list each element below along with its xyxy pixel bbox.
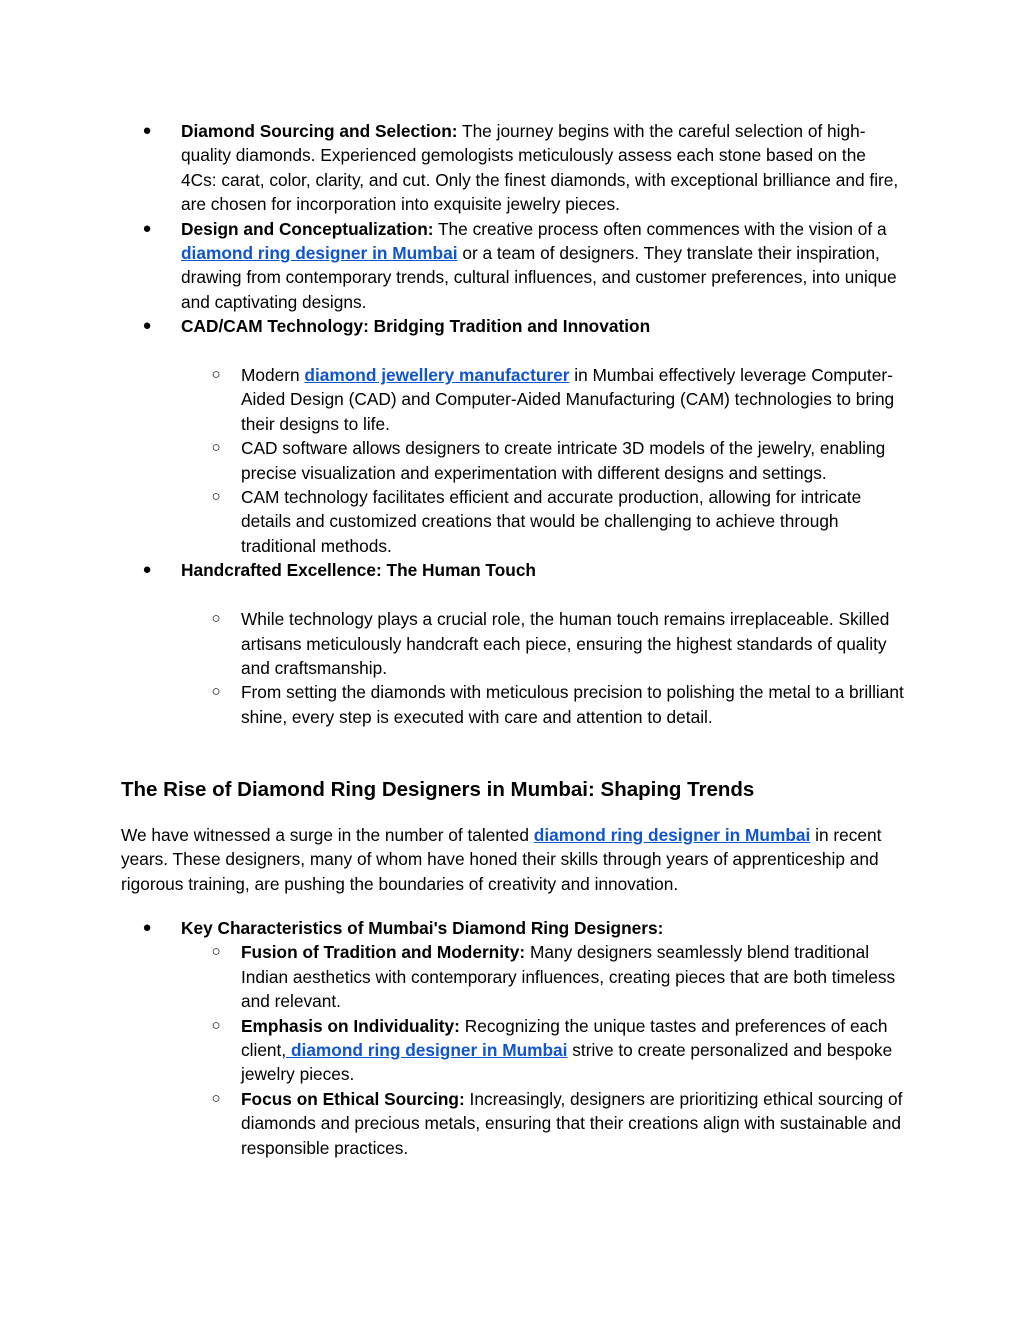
list-item-handcrafted (0, 558, 1024, 582)
sub-item-ethical (0, 1087, 1024, 1160)
bullet-marker: ● (142, 919, 152, 936)
circle-marker: ○ (211, 1089, 221, 1107)
item-text: Many designers seamlessly blend traditional Indian aesthetics with contemporary influences, creating pieces that are both timeless and relevant. (241, 942, 896, 1012)
diamond-ring-designer-link[interactable]: diamond ring designer in Mumbai (533, 825, 811, 845)
section-heading: The Rise of Diamond Ring Designers in Mumbai: Shaping Trends (121, 778, 755, 801)
diamond-jewellery-manufacturer-link[interactable]: diamond jewellery manufacturer (304, 365, 570, 386)
item-text: CAM technology facilitates efficient and accurate production, allowing for intricate details and customized creations that would be challenging to achieve through traditional methods. (241, 487, 862, 556)
list-item-sourcing (0, 119, 1024, 217)
item-text: Increasingly, designers are prioritizing ethical sourcing of diamonds and precious metals, ensuring that their creations align with sustainable and responsible practices. (241, 1088, 903, 1158)
process-list (0, 119, 1024, 729)
sub-item-individuality (0, 1014, 1024, 1087)
item-title: Diamond Sourcing and Selection: (181, 121, 458, 141)
item-title: Design and Conceptualization: (181, 218, 434, 239)
circle-marker: ○ (211, 366, 221, 384)
bullet-marker: ● (142, 219, 152, 237)
item-text: Recognizing the unique tastes and preferences of each client, (241, 1015, 888, 1061)
item-text: Modern (241, 365, 305, 386)
sub-item-fusion (0, 940, 1024, 1013)
paragraph-text: in recent years. These designers, many of whom have honed their skills through years of apprenticeship and rigorous training, are pushing the boundaries of creativity and innovation. (121, 825, 882, 894)
item-title: Emphasis on Individuality: (241, 1015, 460, 1036)
characteristics-list (0, 916, 1024, 1160)
sub-item-cad (0, 436, 1024, 485)
circle-marker: ○ (211, 1016, 221, 1034)
sub-item-polishing (0, 680, 1024, 729)
sub-item-human-touch (0, 607, 1024, 680)
item-text: The creative process often commences with the vision of a (433, 218, 887, 239)
item-title: Focus on Ethical Sourcing: (241, 1088, 465, 1109)
item-text: While technology plays a crucial role, the human touch remains irreplaceable. Skilled artisans meticulously handcraft each piece, ensuring the highest standards of quality and craftsmanship. (241, 609, 890, 678)
diamond-ring-designer-link[interactable]: diamond ring designer in Mumbai (286, 1040, 568, 1061)
bullet-marker: ● (142, 317, 152, 335)
item-text: or a team of designers. They translate their inspiration, drawing from contemporary trends, cultural influences, and customer preferences, into unique and captivating designs. (181, 243, 897, 312)
item-text: strive to create personalized and bespoke jewelry pieces. (241, 1040, 893, 1085)
bullet-marker: ● (142, 561, 152, 579)
item-text: CAD software allows designers to create intricate 3D models of the jewelry, enabling precise visualization and experimentation with different designs and settings. (241, 438, 886, 483)
item-title: Handcrafted Excellence: The Human Touch (181, 560, 536, 581)
item-text: in Mumbai effectively leverage Computer-Aided Design (CAD) and Computer-Aided Manufacturing (CAM) technologies to bring their designs to life. (241, 365, 895, 434)
sub-item-modern (0, 363, 1024, 436)
item-text: From setting the diamonds with meticulous precision to polishing the metal to a brilliant shine, every step is executed with care and attention to detail. (241, 682, 904, 727)
list-item-design (0, 217, 1024, 315)
list-item-cad-cam (0, 314, 1024, 338)
sub-item-cam (0, 485, 1024, 558)
circle-marker: ○ (211, 683, 221, 701)
bullet-marker: ● (142, 122, 152, 139)
item-title: Key Characteristics of Mumbai's Diamond Ring Designers: (181, 918, 664, 938)
diamond-ring-designer-link[interactable]: diamond ring designer in Mumbai (181, 243, 458, 264)
item-text: The journey begins with the careful selection of high-quality diamonds. Experienced gemologists meticulously assess each stone based on the 4Cs: carat, color, clarity, and cut. Only the finest diamonds, with exceptional brilliance and fire, are chosen for incorporation into exquisite jewelry pieces. (181, 121, 899, 215)
circle-marker: ○ (211, 488, 221, 506)
item-title: CAD/CAM Technology: Bridging Tradition and Innovation (181, 316, 651, 337)
list-item-characteristics (0, 916, 1024, 940)
circle-marker: ○ (211, 610, 221, 628)
paragraph-text: We have witnessed a surge in the number of talented (121, 825, 534, 845)
item-title: Fusion of Tradition and Modernity: (241, 942, 526, 963)
circle-marker: ○ (211, 943, 221, 961)
intro-paragraph (121, 823, 911, 896)
circle-marker: ○ (211, 439, 221, 457)
